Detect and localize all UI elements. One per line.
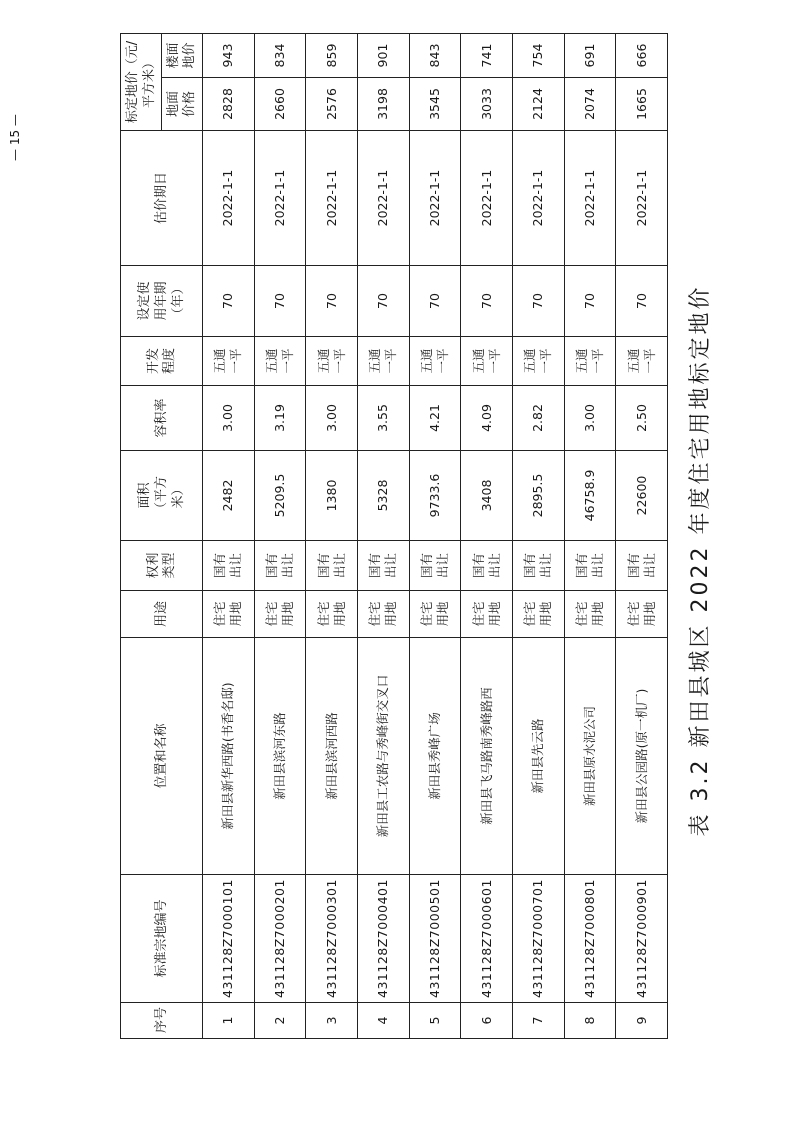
cell-right-type: 国有出让 [616,541,668,591]
cell-use: 住宅用地 [512,591,564,638]
cell-dev: 五通一平 [203,337,255,386]
cell-use: 住宅用地 [306,591,358,638]
header-location: 位置和名称 [121,638,203,875]
cell-code: 431128Z7000201 [254,875,306,1003]
header-seq: 序号 [121,1003,203,1039]
cell-years: 70 [512,266,564,337]
cell-seq: 1 [203,1003,255,1039]
cell-dev: 五通一平 [306,337,358,386]
cell-dev: 五通一平 [409,337,461,386]
cell-dev: 五通一平 [254,337,306,386]
cell-code: 431128Z7000801 [564,875,616,1003]
cell-dev: 五通一平 [564,337,616,386]
header-dev: 开发程度 [121,337,203,386]
cell-date: 2022-1-1 [564,131,616,266]
header-row-top [121,34,162,1039]
cell-far: 3.55 [357,386,409,451]
cell-seq: 7 [512,1003,564,1039]
cell-floor-price: 901 [357,34,409,78]
table-row [512,34,564,1039]
cell-date: 2022-1-1 [306,131,358,266]
cell-years: 70 [203,266,255,337]
cell-years: 70 [616,266,668,337]
cell-use: 住宅用地 [357,591,409,638]
cell-date: 2022-1-1 [616,131,668,266]
cell-floor-price: 691 [564,34,616,78]
cell-location: 新田县滨河东路 [254,638,306,875]
cell-date: 2022-1-1 [357,131,409,266]
page-title: 表 3.2 新田县城区 2022 年度住宅用地标定地价 [688,284,713,837]
cell-date: 2022-1-1 [254,131,306,266]
cell-right-type: 国有出让 [409,541,461,591]
cell-code: 431128Z7000401 [357,875,409,1003]
cell-floor-price: 741 [461,34,513,78]
cell-floor-price: 843 [409,34,461,78]
cell-area: 22600 [616,451,668,541]
cell-seq: 9 [616,1003,668,1039]
cell-floor-price: 754 [512,34,564,78]
table-row [306,34,358,1039]
cell-floor-price: 943 [203,34,255,78]
cell-right-type: 国有出让 [306,541,358,591]
cell-location: 新田县工农路与秀峰街交叉口 [357,638,409,875]
cell-use: 住宅用地 [254,591,306,638]
header-use: 用途 [121,591,203,638]
cell-years: 70 [254,266,306,337]
cell-right-type: 国有出让 [203,541,255,591]
header-floor-price: 楼面地价 [162,34,203,78]
cell-floor-price: 834 [254,34,306,78]
header-area: 面积（平方米） [121,451,203,541]
cell-land-price: 3033 [461,78,513,131]
cell-floor-price: 666 [616,34,668,78]
cell-seq: 2 [254,1003,306,1039]
cell-far: 3.00 [306,386,358,451]
cell-far: 3.00 [564,386,616,451]
cell-far: 4.21 [409,386,461,451]
cell-location: 新田县秀峰广场 [409,638,461,875]
cell-code: 431128Z7000601 [461,875,513,1003]
cell-use: 住宅用地 [409,591,461,638]
cell-years: 70 [409,266,461,337]
cell-code: 431128Z7000901 [616,875,668,1003]
cell-date: 2022-1-1 [512,131,564,266]
cell-location: 新田县滨河西路 [306,638,358,875]
header-date: 估价期日 [121,131,203,266]
cell-right-type: 国有出让 [564,541,616,591]
table-row [616,34,668,1039]
cell-use: 住宅用地 [616,591,668,638]
cell-date: 2022-1-1 [409,131,461,266]
cell-right-type: 国有出让 [254,541,306,591]
header-code: 标准宗地编号 [121,875,203,1003]
cell-land-price: 3198 [357,78,409,131]
header-right-type: 权利类型 [121,541,203,591]
cell-land-price: 3545 [409,78,461,131]
cell-location: 新田县新华西路(书香名邸) [203,638,255,875]
cell-far: 2.50 [616,386,668,451]
cell-far: 3.00 [203,386,255,451]
cell-location: 新田县飞马路南秀峰路西 [461,638,513,875]
cell-dev: 五通一平 [357,337,409,386]
cell-area: 3408 [461,451,513,541]
land-price-table [120,33,668,1039]
cell-right-type: 国有出让 [512,541,564,591]
cell-far: 4.09 [461,386,513,451]
cell-years: 70 [357,266,409,337]
cell-land-price: 2576 [306,78,358,131]
cell-date: 2022-1-1 [461,131,513,266]
table-row [564,34,616,1039]
cell-land-price: 2660 [254,78,306,131]
cell-area: 46758.9 [564,451,616,541]
table-row [357,34,409,1039]
cell-right-type: 国有出让 [357,541,409,591]
cell-land-price: 2124 [512,78,564,131]
cell-dev: 五通一平 [616,337,668,386]
cell-location: 新田县公园路(原一机厂) [616,638,668,875]
header-far: 容积率 [121,386,203,451]
cell-area: 2482 [203,451,255,541]
cell-seq: 8 [564,1003,616,1039]
cell-years: 70 [564,266,616,337]
table-row [409,34,461,1039]
cell-code: 431128Z7000301 [306,875,358,1003]
cell-land-price: 1665 [616,78,668,131]
cell-land-price: 2828 [203,78,255,131]
table-row [461,34,513,1039]
cell-years: 70 [306,266,358,337]
cell-date: 2022-1-1 [203,131,255,266]
cell-far: 3.19 [254,386,306,451]
cell-dev: 五通一平 [512,337,564,386]
cell-location: 新田县原水泥公司 [564,638,616,875]
header-price-group: 标定地价（元/平方米） [121,34,162,131]
cell-area: 5209.5 [254,451,306,541]
cell-area: 2895.5 [512,451,564,541]
cell-code: 431128Z7000501 [409,875,461,1003]
header-years: 设定使用年期（年） [121,266,203,337]
cell-code: 431128Z7000101 [203,875,255,1003]
cell-area: 9733.6 [409,451,461,541]
cell-area: 1380 [306,451,358,541]
cell-use: 住宅用地 [203,591,255,638]
cell-years: 70 [461,266,513,337]
cell-dev: 五通一平 [461,337,513,386]
cell-code: 431128Z7000701 [512,875,564,1003]
table-row [254,34,306,1039]
header-land-price: 地面价格 [162,78,203,131]
page-number: — 15 — [8,114,22,161]
cell-area: 5328 [357,451,409,541]
cell-land-price: 2074 [564,78,616,131]
cell-use: 住宅用地 [564,591,616,638]
cell-location: 新田县先云路 [512,638,564,875]
cell-seq: 5 [409,1003,461,1039]
cell-seq: 6 [461,1003,513,1039]
cell-seq: 4 [357,1003,409,1039]
cell-right-type: 国有出让 [461,541,513,591]
cell-use: 住宅用地 [461,591,513,638]
table-row [203,34,255,1039]
cell-floor-price: 859 [306,34,358,78]
cell-seq: 3 [306,1003,358,1039]
cell-far: 2.82 [512,386,564,451]
